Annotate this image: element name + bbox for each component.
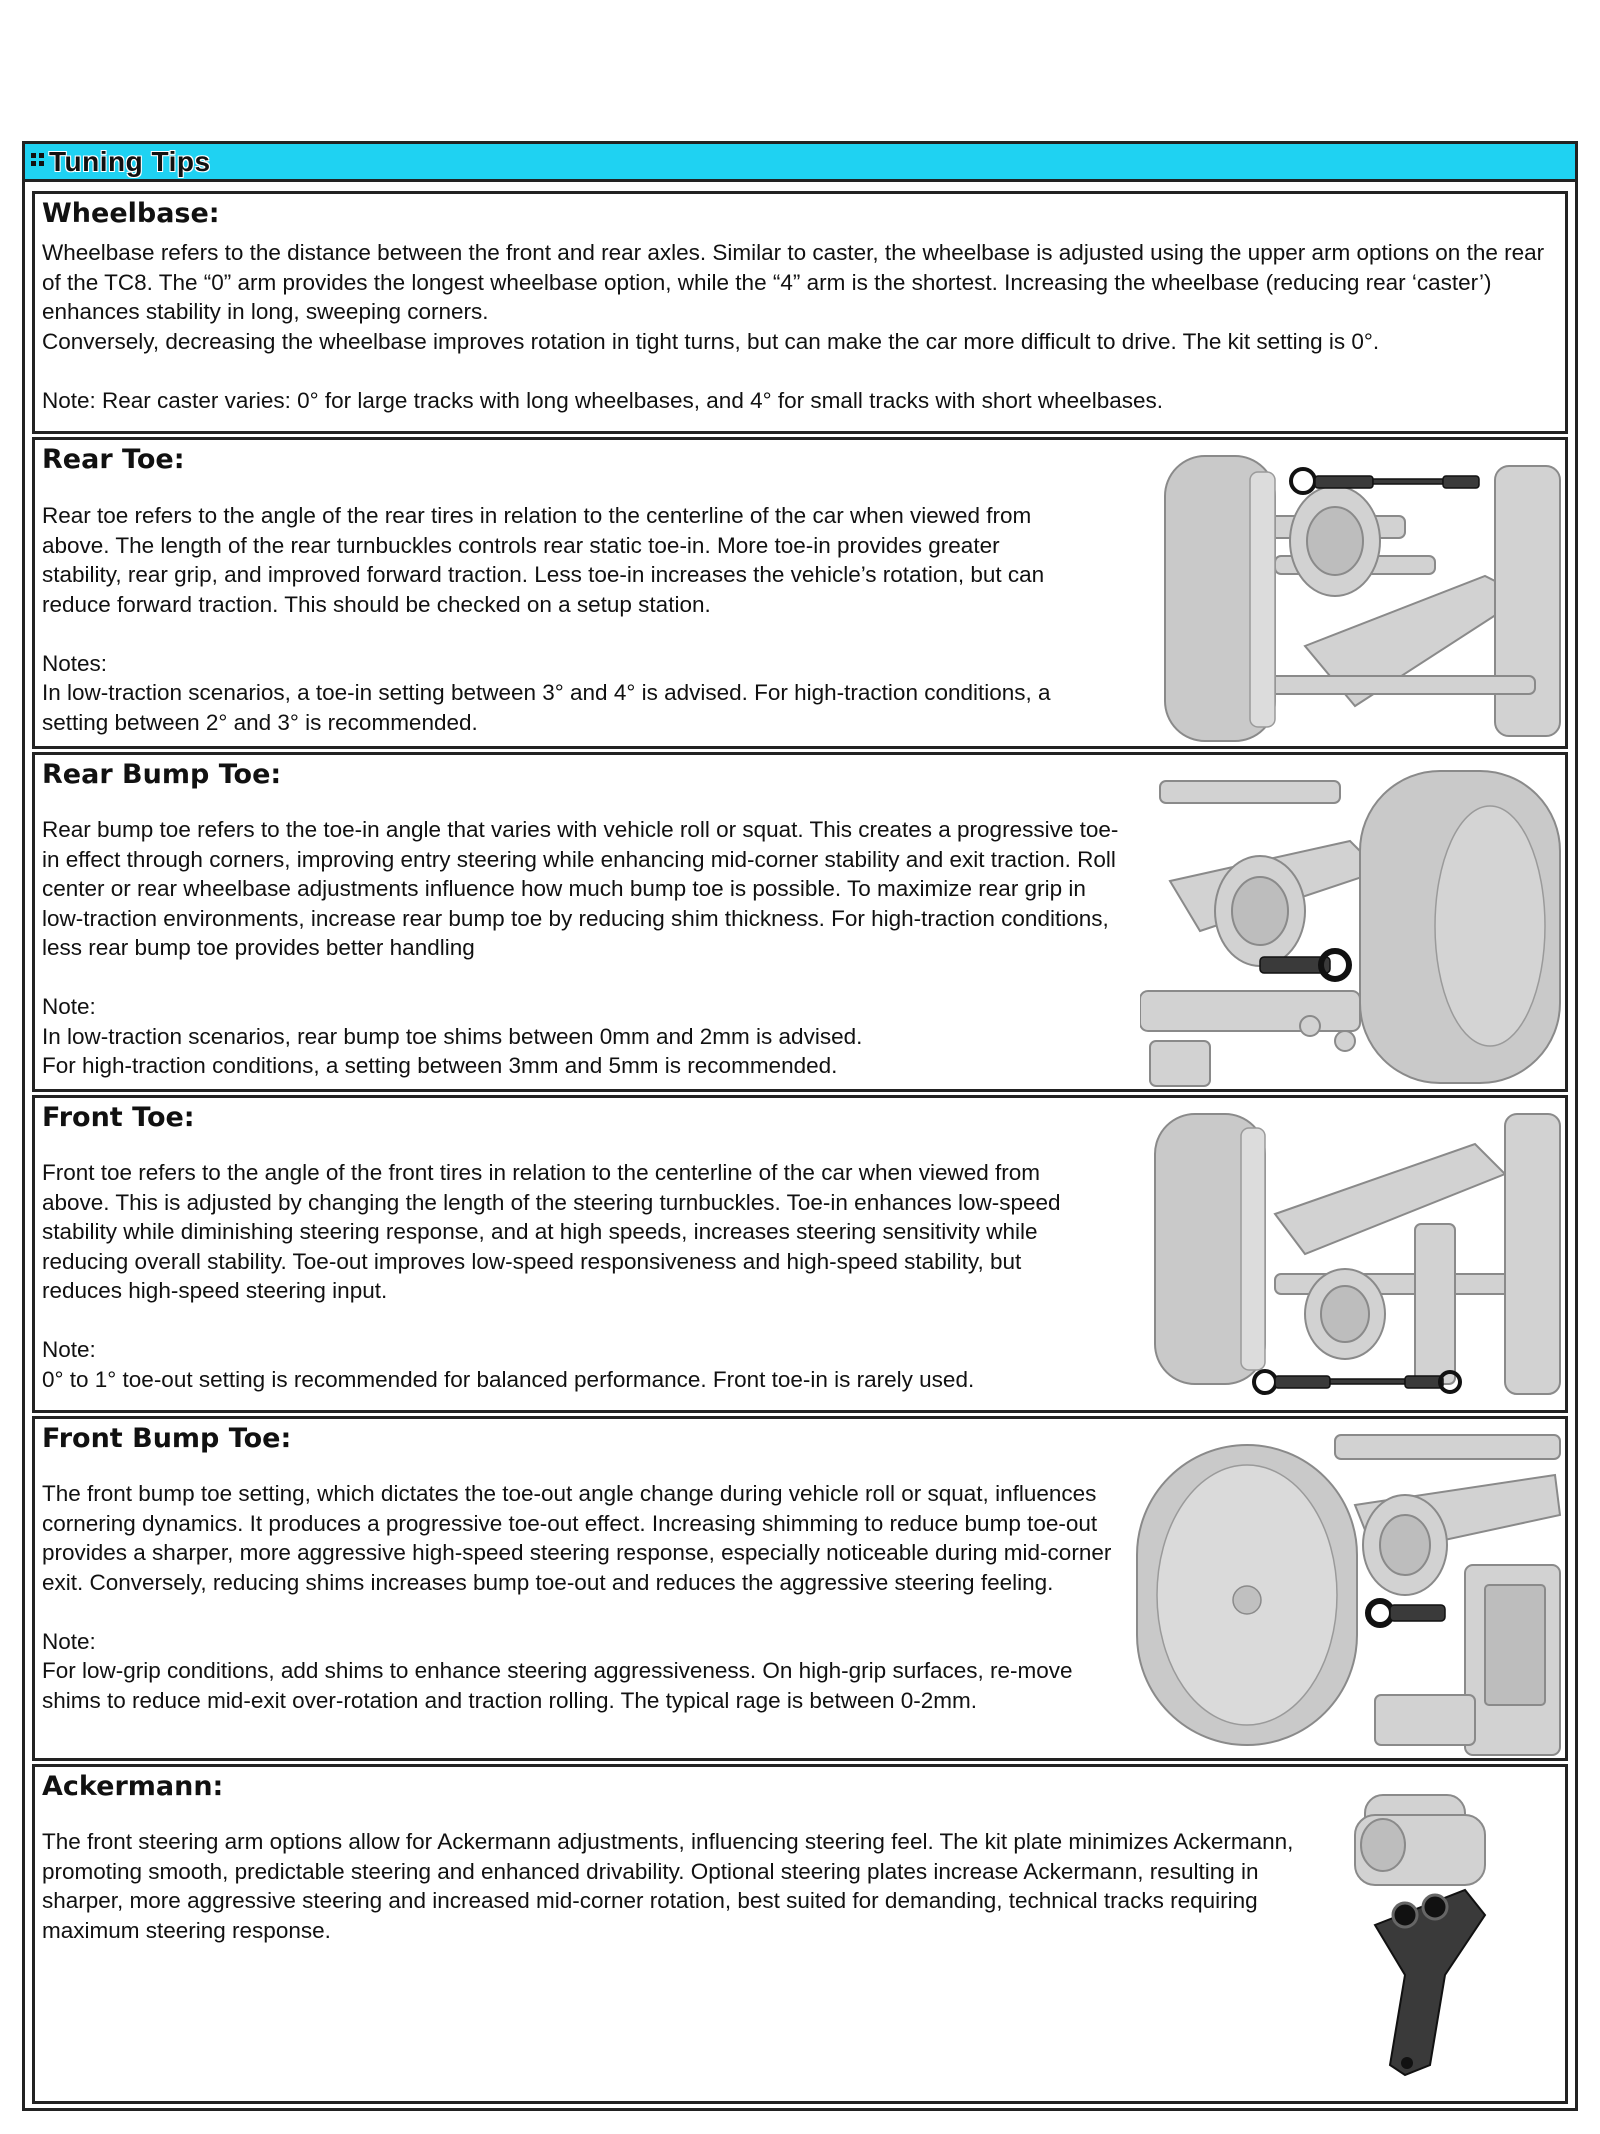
note-text: For high-traction conditions, a setting between 3mm and 5mm is recommended. — [42, 1053, 838, 1078]
section-ackermann — [32, 1764, 1568, 2104]
note-label: Note: — [42, 1628, 96, 1654]
note-text: Note: Rear caster varies: 0° for large tracks with long wheelbases, and 4° for small tracks with short wheelbases. — [42, 387, 1163, 413]
note-label: Notes: — [42, 650, 108, 676]
section-body — [42, 815, 1132, 1081]
section-wheelbase — [32, 191, 1568, 434]
paragraph: Conversely, decreasing the wheelbase improves rotation in tight turns, but can make the car more difficult to drive. The kit setting is 0°. — [42, 328, 1380, 354]
section-rear-toe — [32, 437, 1568, 749]
note-text: 0° to 1° toe-out setting is recommended for balanced performance. Front toe-in is rarely used. — [42, 1366, 975, 1392]
rear-bump-toe-illustration — [1140, 761, 1565, 1089]
paragraph: Rear toe refers to the angle of the rear tires in relation to the centerline of the car when viewed from above. The length of the rear turnbuckles controls rear static toe-in. More toe-in provides greater stability, rear grip, and improved forward traction. Less toe-in increases the vehicle’s rotation, but can reduce forward traction. This should be checked on a setup station. — [42, 503, 1045, 617]
note-text: In low-traction scenarios, a toe-in setting between 3° and 4° is advised. For high-traction conditions, a setting between 2° and 3° is recommended. — [42, 680, 1051, 735]
tuning-tips-header — [25, 144, 1575, 182]
paragraph: Rear bump toe refers to the toe-in angle that varies with vehicle roll or squat. This creates a progressive toe-in effect through corners, improving entry steering while enhancing mid-corner stability and exit traction. Roll center or rear wheelbase adjustments influence how much bump toe is possible. To maximize rear grip in low-traction environments, increase rear bump toe by reducing shim thickness. For high-traction conditions, less rear bump toe provides better handling — [42, 817, 1119, 960]
section-title: Rear Toe: — [42, 444, 185, 475]
section-title: Ackermann: — [42, 1771, 224, 1802]
section-title: Rear Bump Toe: — [42, 759, 282, 790]
note-label: Note: — [42, 1337, 96, 1362]
section-front-bump-toe — [32, 1416, 1568, 1761]
header-title: Tuning Tips — [49, 146, 211, 177]
steering-arm-illustration — [1335, 1775, 1505, 2095]
section-front-toe — [32, 1095, 1568, 1413]
paragraph: Wheelbase refers to the distance between the front and rear axles. Similar to caster, the wheelbase is adjusted using the upper arm options on the rear of the TC8. The “0” arm provides the longest wheelbase option, while the “4” arm is the shortest. Increasing the wheelbase (reducing rear ‘caster’) enhances stability in long, sweeping corners. — [42, 240, 1545, 324]
paragraph: The front steering arm options allow for Ackermann adjustments, influencing steering feel. The kit plate minimizes Ackermann, promoting smooth, predictable steering and enhanced drivability. Optional steering plates increase Ackermann, resulting in sharper, more aggressive steering and increased mid-corner rotation, best suited for demanding, technical tracks requiring maximum steering response. — [42, 1829, 1294, 1943]
section-title: Front Toe: — [42, 1102, 195, 1133]
section-body — [42, 1827, 1322, 1945]
tuning-tips-page — [22, 141, 1578, 2111]
front-toe-illustration — [1145, 1104, 1565, 1410]
section-body — [42, 238, 1562, 415]
section-body — [42, 1479, 1122, 1715]
note-text: In low-traction scenarios, rear bump toe shims between 0mm and 2mm is advised. — [42, 1023, 863, 1049]
section-title: Front Bump Toe: — [42, 1423, 292, 1454]
paragraph: The front bump toe setting, which dictates the toe-out angle change during vehicle roll or squat, influences cornering dynamics. It produces a progressive toe-out effect. Increasing shimming to reduce bump toe-out provides a sharper, more aggressive high-speed steering response, especially noticeable during mid-corner exit. Conversely, reducing shims increases bump toe-out and reduces the aggressive steering feeling. — [42, 1481, 1112, 1595]
section-rear-bump-toe — [32, 752, 1568, 1092]
front-bump-toe-illustration — [1135, 1425, 1565, 1758]
section-title: Wheelbase: — [42, 198, 220, 229]
note-text: For low-grip conditions, add shims to enhance steering aggressiveness. On high-grip surfaces, re-move shims to reduce mid-exit over-rotation and traction rolling. The typical rage is between 0-2mm. — [42, 1658, 1073, 1713]
note-label: Note: — [42, 994, 96, 1019]
section-body — [42, 501, 1082, 737]
grid-icon — [31, 153, 45, 169]
section-body — [42, 1158, 1102, 1394]
rear-toe-illustration — [1155, 446, 1565, 746]
paragraph: Front toe refers to the angle of the front tires in relation to the centerline of the car when viewed from above. This is adjusted by changing the length of the steering turnbuckles. Toe-in enhances low-speed stability while diminishing steering response, and at high speeds, increases steering sensitivity while reducing overall stability. Toe-out improves low-speed responsiveness and high-speed stability, but reduces high-speed steering input. — [42, 1160, 1061, 1303]
